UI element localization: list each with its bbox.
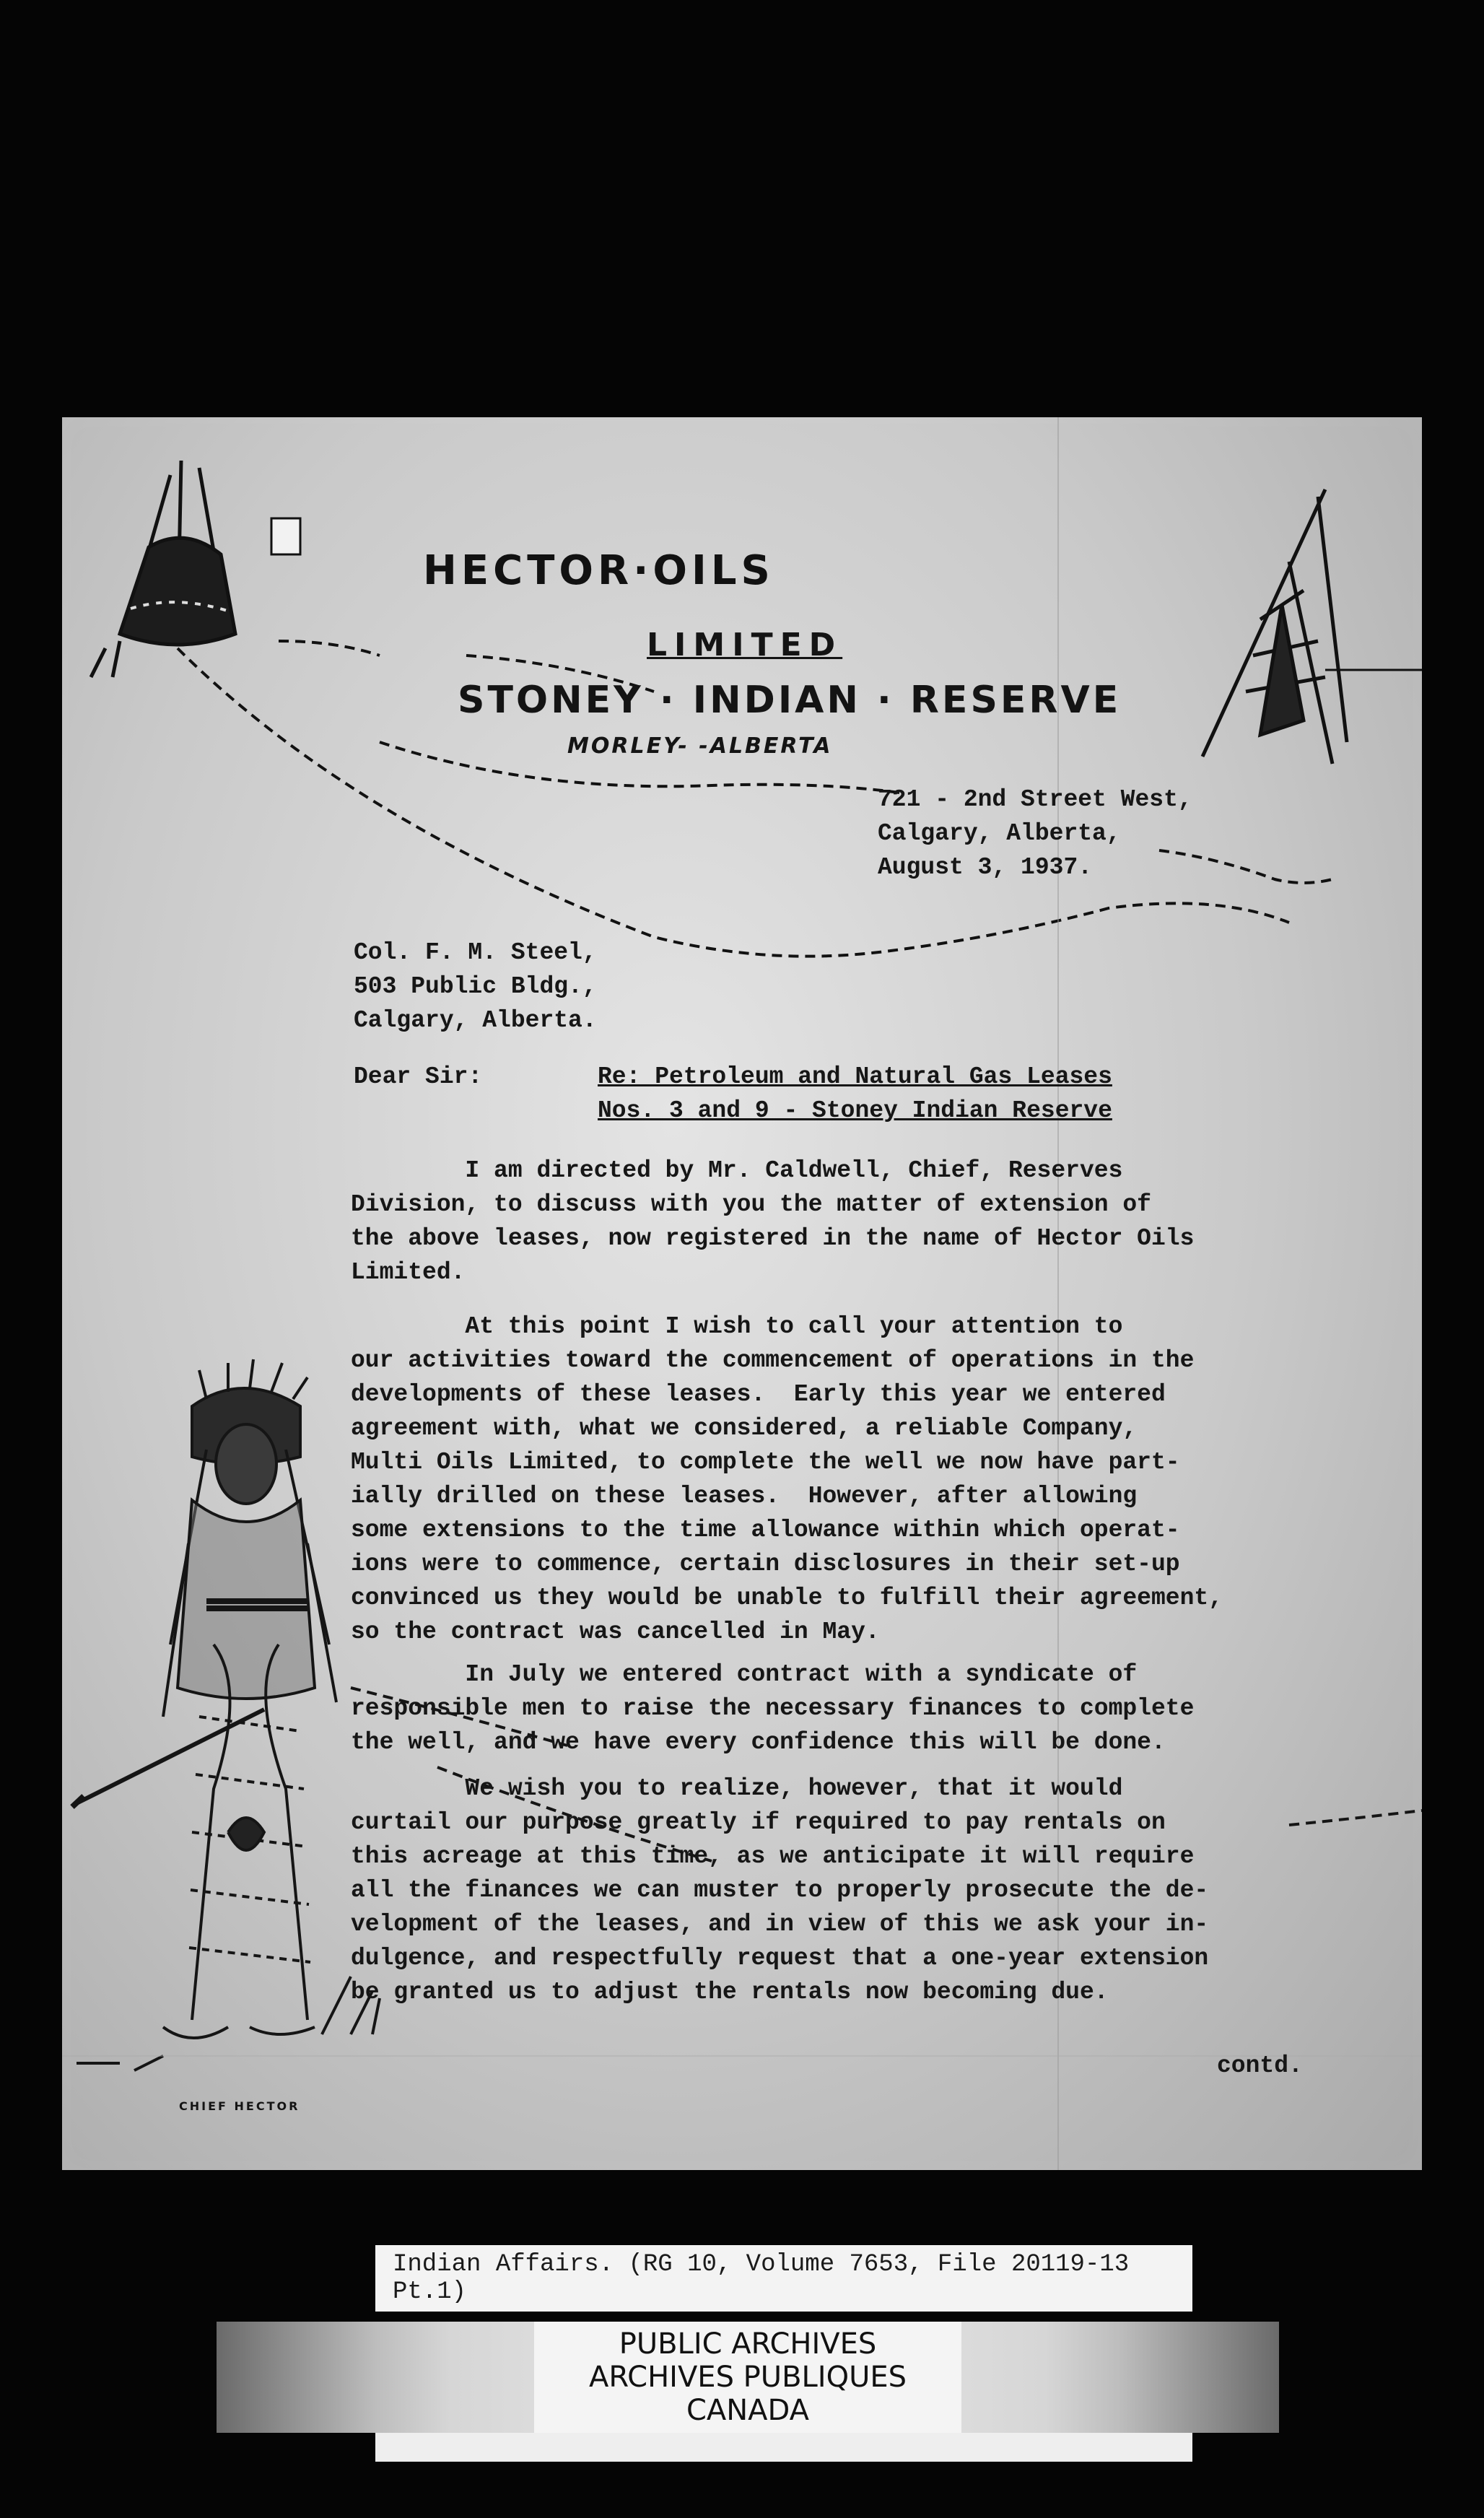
sender-street: 721 - 2nd Street West, — [878, 786, 1192, 813]
teepee-left-icon — [91, 461, 300, 677]
text-line: our activities toward the commencement of operations in the — [351, 1347, 1195, 1374]
text-line: Multi Oils Limited, to complete the well we now have part- — [351, 1449, 1180, 1476]
sender-city: Calgary, Alberta, — [878, 820, 1121, 847]
letterhead-company-name: HECTOR·OILS — [423, 547, 774, 594]
text-line: ions were to commence, certain disclosures in their set-up — [351, 1551, 1180, 1577]
body-paragraph-4 — [351, 1772, 1390, 2009]
text-line: so the contract was cancelled in May. — [351, 1619, 880, 1645]
text-line: Division, to discuss with you the matter of extension of — [351, 1191, 1151, 1218]
recipient-city: Calgary, Alberta. — [354, 1007, 597, 1034]
stamp-line-3: CANADA — [686, 2394, 810, 2427]
letter-page — [62, 417, 1422, 2170]
text-line: curtail our purpose greatly if required to pay rentals on — [351, 1809, 1166, 1836]
text-line: dulgence, and respectfully request that a one-year extension — [351, 1945, 1209, 1972]
text-line: some extensions to the time allowance within which operat- — [351, 1517, 1180, 1543]
text-line: all the finances we can muster to properly prosecute the de- — [351, 1877, 1209, 1904]
text-line: We wish you to realize, however, that it would — [351, 1775, 1123, 1802]
body-paragraph-2 — [351, 1310, 1390, 1649]
recipient-building: 503 Public Bldg., — [354, 973, 597, 1000]
text-line: the well, and we have every confidence this will be done. — [351, 1729, 1166, 1756]
stamp-line-1: PUBLIC ARCHIVES — [619, 2327, 877, 2361]
letterhead-reserve: STONEY · INDIAN · RESERVE — [458, 679, 1122, 722]
subject-line-2: Nos. 3 and 9 - Stoney Indian Reserve — [598, 1097, 1112, 1124]
text-line: agreement with, what we considered, a reliable Company, — [351, 1415, 1138, 1442]
text-line: In July we entered contract with a syndicate of — [351, 1661, 1138, 1688]
archive-reference-label — [375, 2245, 1192, 2312]
text-line: developments of these leases. Early this year we entered — [351, 1381, 1166, 1408]
salutation: Dear Sir: — [354, 1063, 483, 1090]
text-line: convinced us they would be unable to fulfill their agreement, — [351, 1585, 1223, 1611]
letter-date: August 3, 1937. — [878, 854, 1093, 881]
text-line: be granted us to adjust the rentals now becoming due. — [351, 1979, 1109, 2005]
archive-reference: Indian Affairs. (RG 10, Volume 7653, File 20119-13 Pt.1) — [393, 2251, 1130, 2306]
text-line: ially drilled on these leases. However, after allowing — [351, 1483, 1138, 1510]
continued-marker: contd. — [1217, 2052, 1303, 2079]
body-paragraph-3 — [351, 1657, 1390, 1759]
letterhead-town: MORLEY- -ALBERTA — [567, 733, 833, 759]
text-line: velopment of the leases, and in view of this we ask your in- — [351, 1911, 1209, 1938]
body-paragraph-1 — [351, 1154, 1390, 1289]
teepee-right-icon — [1203, 489, 1422, 764]
stamp-line-2: ARCHIVES PUBLIQUES — [588, 2361, 907, 2394]
subject-line — [598, 1060, 1112, 1128]
subject-line-1: Re: Petroleum and Natural Gas Leases — [598, 1063, 1112, 1090]
archive-stamp — [217, 2322, 1279, 2433]
letterhead-limited: LIMITED — [647, 627, 843, 663]
archive-stamp-base — [375, 2433, 1192, 2462]
text-line: At this point I wish to call your attention to — [351, 1313, 1123, 1340]
recipient-name: Col. F. M. Steel, — [354, 939, 597, 966]
text-line: I am directed by Mr. Caldwell, Chief, Reserves — [351, 1157, 1123, 1184]
sketch-caption: CHIEF HECTOR — [179, 2099, 300, 2113]
archive-stamp-text — [534, 2322, 961, 2433]
text-line: Limited. — [351, 1259, 466, 1286]
text-line: this acreage at this time, as we anticipate it will require — [351, 1843, 1195, 1870]
recipient-address — [354, 936, 597, 1037]
text-line: responsible men to raise the necessary finances to complete — [351, 1695, 1195, 1722]
text-line: the above leases, now registered in the name of Hector Oils — [351, 1225, 1195, 1252]
sender-address — [878, 783, 1192, 884]
